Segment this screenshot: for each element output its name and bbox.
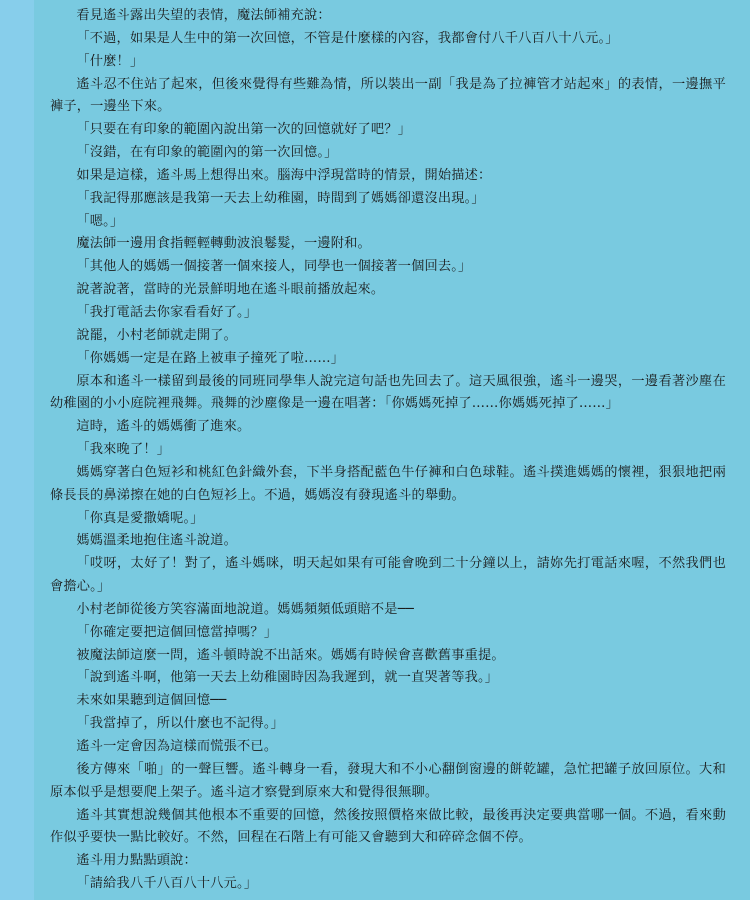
paragraph: 「什麼！」 (76, 53, 144, 69)
paragraph: 說罷，小村老師就走開了。 (76, 327, 238, 343)
paragraph: 「我當掉了，所以什麼也不記得。」 (76, 716, 284, 732)
paragraph: 「說到遙斗啊，他第一天去上幼稚園時因為我遲到，就一直哭著等我。」 (76, 670, 499, 686)
paragraph: 遙斗用力點點頭說： (76, 853, 197, 869)
paragraph: 看見遙斗露出失望的表情，魔法師補充說： (76, 8, 331, 23)
paragraph: 媽媽穿著白色短衫和桃紅色針織外套，下半身搭配藍色牛仔褲和白色球鞋。遙斗撲進媽媽的懷裡，狠狠地把兩條長長的鼻涕擦在她的白色短衫上。不過，媽媽沒有發現遙斗的舉動。 (50, 464, 726, 503)
paragraph: 小村老師從後方笑容滿面地說道。媽媽頻頻低頭賠不是── (76, 601, 414, 617)
paragraph: 「哎呀，太好了！對了，遙斗媽咪，明天起如果有可能會晚到二十分鐘以上，請妳先打電話來喔，不然我們也會擔心。」 (50, 556, 726, 595)
paragraph: 「只要在有印象的範圍內說出第一次的回憶就好了吧？」 (76, 122, 412, 138)
paragraph: 遙斗其實想說幾個其他根本不重要的回憶，然後按照價格來做比較，最後再決定要典當哪一個。不過，看來動作似乎要快一點比較好。不然，回程在石階上有可能又會聽到大和碎碎念個不停。 (50, 807, 726, 846)
paragraph: 如果是這樣，遙斗馬上想得出來。腦海中浮現當時的情景，開始描述： (76, 167, 492, 183)
paragraph: 「請給我八千八百八十八元。」 (76, 876, 258, 892)
paragraph: 「其他人的媽媽一個接著一個來接人，同學也一個接著一個回去。」 (76, 259, 472, 275)
paragraph: 「你真是愛撒嬌呢。」 (76, 510, 204, 526)
paragraph: 未來如果聽到這個回憶── (76, 693, 227, 709)
paragraph: 後方傳來「啪」的一聲巨響。遙斗轉身一看，發現大和不小心翻倒窗邊的餅乾罐，急忙把罐子放回原位。大和原本似乎是想要爬上架子。遙斗這才察覺到原來大和覺得很無聊。 (50, 761, 726, 800)
book-page (34, 0, 750, 900)
paragraph: 「我打電話去你家看看好了。」 (76, 304, 258, 320)
paragraph: 被魔法師這麼一問，遙斗頓時說不出話來。媽媽有時候會喜歡舊事重提。 (76, 647, 505, 663)
paragraph: 原本和遙斗一樣留到最後的同班同學隼人說完這句話也先回去了。這天風很強，遙斗一邊哭，一邊看著沙塵在幼稚園的小小庭院裡飛舞。飛舞的沙塵像是一邊在唱著：「你媽媽死掉了……你媽媽死掉了……」 (50, 373, 726, 412)
paragraph: 「我來晚了！」 (76, 442, 171, 458)
story-text (50, 5, 726, 896)
paragraph: 媽媽溫柔地抱住遙斗說道。 (76, 533, 238, 549)
paragraph: 遙斗忍不住站了起來，但後來覺得有些難為情，所以裝出一副「我是為了拉褲管才站起來」的表情，一邊撫平褲子，一邊坐下來。 (50, 76, 726, 115)
paragraph: 說著說著，當時的光景鮮明地在遙斗眼前播放起來。 (76, 282, 385, 298)
paragraph: 「你確定要把這個回憶當掉嗎？」 (76, 624, 278, 640)
paragraph: 魔法師一邊用食指輕輕轉動波浪鬈髮，一邊附和。 (76, 236, 371, 252)
paragraph: 這時，遙斗的媽媽衝了進來。 (76, 419, 251, 435)
paragraph: 「我記得那應該是我第一天去上幼稚園，時間到了媽媽卻還沒出現。」 (76, 190, 485, 206)
paragraph: 「你媽媽一定是在路上被車子撞死了啦……」 (76, 350, 345, 366)
paragraph: 遙斗一定會因為這樣而慌張不已。 (76, 739, 278, 754)
paragraph: 「沒錯，在有印象的範圍內的第一次回憶。」 (76, 145, 338, 161)
paragraph: 「不過，如果是人生中的第一次回憶，不管是什麼樣的內容，我都會付八千八百八十八元。」 (76, 30, 619, 46)
paragraph: 「嗯。」 (76, 213, 124, 229)
